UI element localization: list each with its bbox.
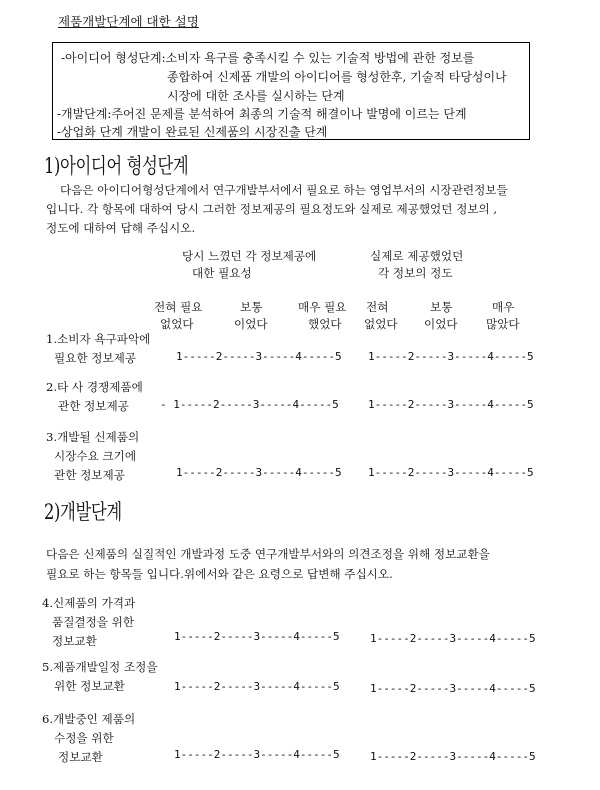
right-column-header: 각 정보의 정도 <box>378 266 453 280</box>
question-text: 필요한 정보제공 <box>54 351 137 365</box>
rating-scale-provided[interactable]: 1-----2-----3-----4-----5 <box>370 682 536 695</box>
question-text: 2.타 사 경쟁제품에 <box>46 380 143 394</box>
rating-scale-provided[interactable]: 1-----2-----3-----4-----5 <box>368 398 534 411</box>
question-item <box>42 658 158 696</box>
rating-scale-provided[interactable]: 1-----2-----3-----4-----5 <box>370 750 536 763</box>
definition-line: -개발단계:주어진 문제를 분석하여 최종의 기술적 해결이나 발명에 이르는 단계 <box>57 107 467 121</box>
intro-line: 다음은 신제품의 실질적인 개발과정 도중 연구개발부서와의 의견조정을 위해 정보교환을 <box>46 547 490 561</box>
rating-scale-need[interactable]: - 1-----2-----3-----4-----5 <box>160 398 339 411</box>
scale-label-right: 전혀 <box>366 300 389 314</box>
definitions-box <box>52 42 530 140</box>
right-column-header: 실제로 제공했었던 <box>370 249 464 263</box>
definition-line: -상업화 단계 개발이 완료된 신제품의 시장진출 단계 <box>57 125 328 139</box>
question-item <box>42 710 135 767</box>
question-text: 1.소비자 욕구파악에 <box>46 332 151 346</box>
question-text: 수정을 위한 <box>54 731 114 745</box>
intro-line: 다음은 아이디어형성단계에서 연구개발부서에서 필요로 하는 영업부서의 시장관련정보들 <box>60 183 508 197</box>
scale-label-left: 보통 <box>240 300 263 314</box>
definition-line: -아이디어 형성단계:소비자 욕구를 충족시킬 수 있는 기술적 방법에 관한 정보를 <box>61 51 475 65</box>
definition-line: 종합하여 신제품 개발의 아이디어를 형성한후, 기술적 타당성이나 <box>167 70 507 84</box>
scale-label-right: 많았다 <box>486 317 520 331</box>
intro-line: 필요로 하는 항목들 입니다.위에서와 같은 요령으로 답변해 주십시오. <box>46 567 393 581</box>
left-column-header: 당시 느꼈던 각 정보제공에 <box>182 249 317 263</box>
section-title-development: 2)개발단계 <box>44 500 122 524</box>
document-title: 제품개발단계에 대한 설명 <box>58 14 199 29</box>
question-text: 3.개발될 신제품의 <box>46 430 140 444</box>
question-text: 5.제품개발일정 조정을 <box>42 660 158 674</box>
rating-scale-provided[interactable]: 1-----2-----3-----4-----5 <box>368 350 534 363</box>
rating-scale-need[interactable]: 1-----2-----3-----4-----5 <box>174 680 340 693</box>
question-text: 정보교환 <box>52 634 97 648</box>
rating-scale-need[interactable]: 1-----2-----3-----4-----5 <box>174 748 340 761</box>
question-text: 관한 정보제공 <box>54 468 125 482</box>
question-item <box>46 428 139 485</box>
intro-line: 정도에 대하여 답해 주십시오. <box>46 221 196 235</box>
question-text: 위한 정보교환 <box>54 679 125 693</box>
scale-label-right: 매우 <box>492 300 515 314</box>
intro-line: 입니다. 각 항목에 대하여 당시 그러한 정보제공의 필요정도와 실제로 제공했었던 정보의 , <box>46 202 498 216</box>
question-item <box>46 330 150 368</box>
question-text: 시장수요 크기에 <box>54 449 137 463</box>
scale-label-left: 매우 필요 <box>298 300 347 314</box>
scale-label-left: 없었다 <box>160 317 194 331</box>
left-column-header: 대한 필요성 <box>192 266 252 280</box>
question-text: 4.신제품의 가격과 <box>42 596 136 610</box>
scale-label-right: 이었다 <box>424 317 458 331</box>
scale-label-left: 이었다 <box>234 317 268 331</box>
scale-label-left: 했었다 <box>308 317 342 331</box>
definition-line: 시장에 대한 조사를 실시하는 단계 <box>167 89 345 103</box>
section-title-idea: 1)아이디어 형성단계 <box>44 154 189 178</box>
rating-scale-need[interactable]: 1-----2-----3-----4-----5 <box>176 350 342 363</box>
scale-label-left: 전혀 필요 <box>154 300 203 314</box>
question-text: 6.개발중인 제품의 <box>42 712 136 726</box>
question-item <box>42 594 135 651</box>
question-text: 정보교환 <box>58 750 103 764</box>
rating-scale-need[interactable]: 1-----2-----3-----4-----5 <box>176 466 342 479</box>
question-item <box>46 378 143 416</box>
rating-scale-need[interactable]: 1-----2-----3-----4-----5 <box>174 630 340 643</box>
rating-scale-provided[interactable]: 1-----2-----3-----4-----5 <box>370 632 536 645</box>
scale-label-right: 보통 <box>430 300 453 314</box>
rating-scale-provided[interactable]: 1-----2-----3-----4-----5 <box>368 466 534 479</box>
question-text: 관한 정보제공 <box>58 399 129 413</box>
scale-label-right: 없었다 <box>364 317 398 331</box>
question-text: 품질결정을 위한 <box>52 615 135 629</box>
